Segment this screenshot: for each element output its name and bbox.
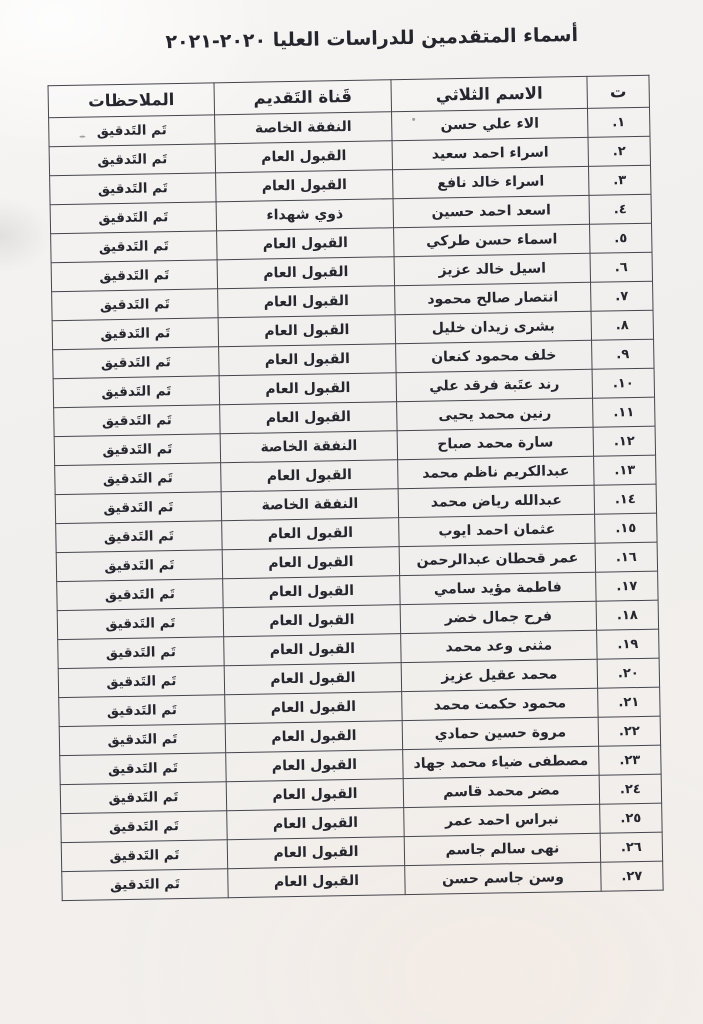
cell-notes: تَم التَدقيق (55, 463, 221, 495)
cell-channel: القبول العام (219, 344, 396, 376)
cell-serial: ٢٧. (601, 861, 663, 891)
cell-name: مصطفى ضياء محمد جهاد (403, 746, 599, 778)
cell-channel: القبول العام (216, 170, 393, 202)
cell-channel: النفقة الخاصة (215, 112, 392, 144)
cell-channel: ذوي شهداء (216, 199, 393, 231)
applicants-table (48, 75, 664, 901)
cell-name: عمر قحطان عبدالرحمن (399, 543, 595, 575)
cell-name: بشرى زيدان خليل (395, 311, 591, 343)
cell-name: اسيل خالد عزيز (394, 253, 590, 285)
cell-name: وسن جاسم حسن (405, 862, 601, 894)
cell-channel: القبول العام (228, 866, 405, 898)
cell-channel: النفقة الخاصة (220, 431, 397, 463)
cell-name: سارة محمد صباح (397, 427, 593, 459)
cell-notes: تَم التَدقيق (60, 753, 226, 785)
cell-channel: النفقة الخاصة (221, 489, 398, 521)
cell-name: مروة حسين حمادي (402, 717, 598, 749)
cell-serial: ٢١. (598, 687, 660, 717)
cell-notes: تَم التَدقيق (56, 550, 222, 582)
cell-name: اسراء خالد نافع (393, 166, 589, 198)
cell-serial: ١١. (593, 397, 655, 427)
cell-serial: ١٦. (595, 542, 657, 572)
cell-serial: ١٨. (596, 600, 658, 630)
cell-channel: القبول العام (223, 576, 400, 608)
cell-notes: تَم التَدقيق (50, 202, 216, 234)
cell-notes: تَم التَدقيق (49, 115, 215, 147)
cell-channel: القبول العام (224, 663, 401, 695)
cell-name: مضر محمد قاسم (403, 775, 599, 807)
cell-notes: تَم التَدقيق (58, 637, 224, 669)
cell-notes: تَم التَدقيق (54, 434, 220, 466)
cell-notes: تَم التَدقيق (62, 869, 228, 901)
cell-name: رند عتَبة فرقد علي (396, 369, 592, 401)
cell-name: اسعد احمد حسين (393, 195, 589, 227)
cell-notes: تَم التَدقيق (49, 144, 215, 176)
cell-notes: تَم التَدقيق (51, 260, 217, 292)
cell-notes: تَم التَدقيق (52, 318, 218, 350)
cell-serial: ١٤. (594, 484, 656, 514)
scan-speckle (412, 118, 415, 121)
cell-channel: القبول العام (215, 141, 392, 173)
cell-notes: تَم التَدقيق (57, 608, 223, 640)
cell-name: محمد عقيل عزيز (401, 659, 597, 691)
cell-channel: القبول العام (227, 808, 404, 840)
cell-channel: القبول العام (226, 779, 403, 811)
cell-serial: ٢. (588, 136, 650, 166)
cell-name: الاء علي حسن (392, 108, 588, 140)
cell-name: اسراء احمد سعيد (392, 137, 588, 169)
cell-name: فرح جمال خضر (400, 601, 596, 633)
cell-name: نبراس احمد عمر (404, 804, 600, 836)
cell-serial: ٢٠. (597, 658, 659, 688)
column-header-name: الاسم الثلاثي (391, 76, 588, 111)
cell-serial: ٥. (590, 223, 652, 253)
cell-channel: القبول العام (220, 402, 397, 434)
cell-name: انتصار صالح محمود (395, 282, 591, 314)
cell-channel: القبول العام (218, 286, 395, 318)
cell-serial: ٣. (589, 165, 651, 195)
cell-channel: القبول العام (225, 692, 402, 724)
cell-serial: ١٩. (597, 629, 659, 659)
cell-notes: تَم التَدقيق (52, 289, 218, 321)
cell-notes: تَم التَدقيق (51, 231, 217, 263)
cell-notes: تَم التَدقيق (54, 405, 220, 437)
cell-name: مثنى وعد محمد (401, 630, 597, 662)
cell-serial: ١٠. (592, 368, 654, 398)
cell-notes: تَم التَدقيق (61, 840, 227, 872)
cell-channel: القبول العام (221, 460, 398, 492)
cell-name: خلف محمود كنعان (396, 340, 592, 372)
cell-notes: تَم التَدقيق (55, 492, 221, 524)
cell-serial: ٤. (589, 194, 651, 224)
cell-notes: تَم التَدقيق (57, 579, 223, 611)
cell-serial: ٧. (591, 281, 653, 311)
cell-channel: القبول العام (224, 634, 401, 666)
cell-channel: القبول العام (217, 228, 394, 260)
cell-notes: تَم التَدقيق (50, 173, 216, 205)
cell-name: فاطمة مؤيد سامي (400, 572, 596, 604)
cell-serial: ١٢. (593, 426, 655, 456)
cell-notes: تَم التَدقيق (60, 782, 226, 814)
cell-channel: القبول العام (222, 518, 399, 550)
cell-serial: ١٣. (594, 455, 656, 485)
column-header-channel: قَناة التَقديم (214, 80, 392, 115)
column-header-serial: ت (587, 75, 650, 108)
cell-name: عبدالله رياض محمد (398, 485, 594, 517)
cell-channel: القبول العام (219, 373, 396, 405)
cell-notes: تَم التَدقيق (56, 521, 222, 553)
cell-channel: القبول العام (223, 605, 400, 637)
cell-channel: القبول العام (227, 837, 404, 869)
cell-serial: ٢٢. (598, 716, 660, 746)
cell-channel: القبول العام (222, 547, 399, 579)
cell-serial: ٨. (591, 310, 653, 340)
cell-notes: تَم التَدقيق (61, 811, 227, 843)
table-body (49, 107, 664, 900)
cell-serial: ٩. (592, 339, 654, 369)
cell-channel: القبول العام (218, 315, 395, 347)
cell-name: نهى سالم جاسم (404, 833, 600, 865)
column-header-notes: الملاحظات (48, 83, 215, 118)
cell-name: محمود حكمت محمد (402, 688, 598, 720)
cell-serial: ١٧. (596, 571, 658, 601)
cell-channel: القبول العام (217, 257, 394, 289)
cell-serial: ٢٣. (599, 745, 661, 775)
page-title: أسماء المتقدمين للدراسات العليا ٢٠٢٠-٢٠٢١ (165, 23, 579, 54)
cell-notes: تَم التَدقيق (53, 376, 219, 408)
cell-serial: ١. (587, 107, 649, 137)
cell-serial: ٢٥. (600, 803, 662, 833)
cell-name: اسماء حسن طركي (394, 224, 590, 256)
cell-name: عبدالكريم ناظم محمد (398, 456, 594, 488)
cell-notes: تَم التَدقيق (58, 666, 224, 698)
cell-serial: ٢٤. (599, 774, 661, 804)
cell-notes: تَم التَدقيق (59, 724, 225, 756)
cell-notes: تَم التَدقيق (53, 347, 219, 379)
cell-name: عثمان احمد ايوب (399, 514, 595, 546)
cell-serial: ٢٦. (600, 832, 662, 862)
cell-channel: القبول العام (226, 750, 403, 782)
cell-serial: ١٥. (595, 513, 657, 543)
cell-name: رنين محمد يحيى (397, 398, 593, 430)
cell-serial: ٦. (590, 252, 652, 282)
cell-channel: القبول العام (225, 721, 402, 753)
cell-notes: تَم التَدقيق (59, 695, 225, 727)
